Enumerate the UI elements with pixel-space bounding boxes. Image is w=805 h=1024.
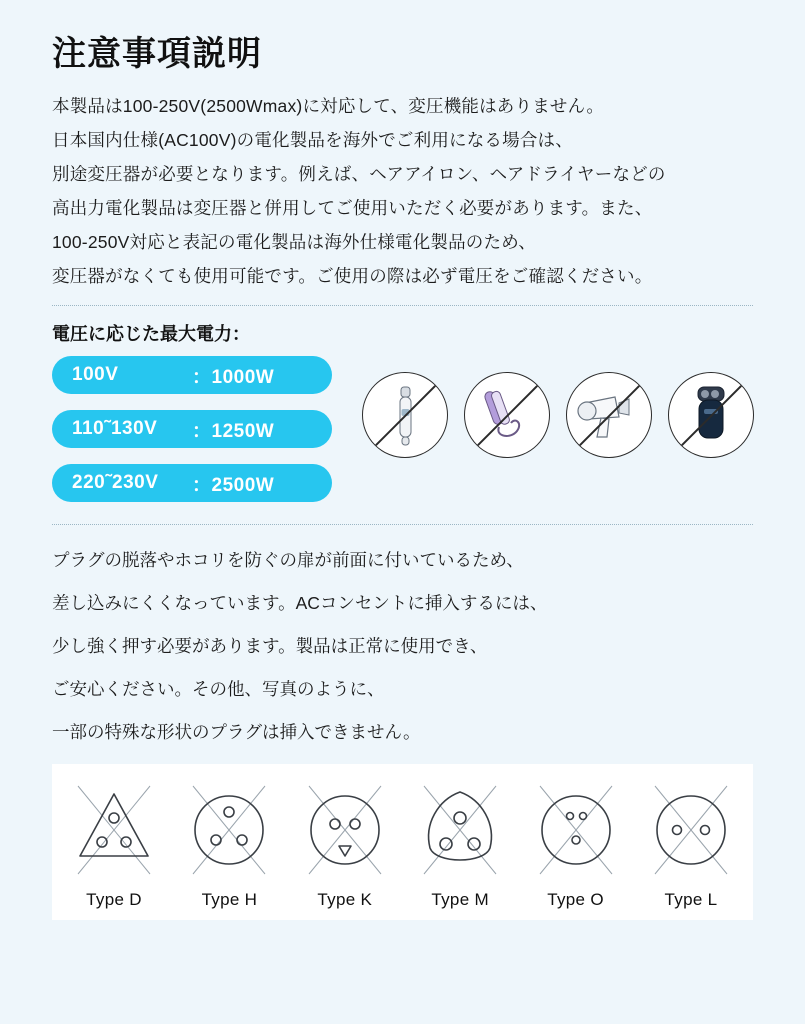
plug-type-d-icon [68,778,160,882]
power-value: ：1250W [192,420,275,442]
intro-line: 変圧器がなくても使用可能です。ご使用の際は必ず電圧をご確認ください。 [52,266,653,286]
plug-type-item [293,778,397,910]
intro-paragraph [52,89,753,293]
intro-line: 100-250V対応と表記の電化製品は海外仕様電化製品のため、 [52,232,536,252]
plug-type-item [177,778,281,910]
voltage-pill-list [52,356,332,518]
plug-type-h-icon [183,778,275,882]
plug-type-label: Type H [201,890,258,909]
electric-toothbrush-icon [362,372,448,458]
intro-line: 日本国内仕様(AC100V)の電化製品を海外でご利用になる場合は、 [52,130,573,150]
note-line: 差し込みにくくなっています。ACコンセントに挿入するには、 [52,593,548,613]
plug-type-panel [52,764,753,920]
note-paragraph [52,539,753,754]
plug-type-label: Type M [431,890,489,909]
voltage-section [52,356,753,518]
plug-type-l-icon [645,778,737,882]
plug-type-label: Type L [664,890,718,909]
note-line: プラグの脱落やホコリを防ぐの扉が前面に付いているため、 [52,550,524,570]
intro-line: 別途変圧器が必要となります。例えば、ヘアアイロン、ヘアドライヤーなどの [52,164,666,184]
plug-type-o-icon [530,778,622,882]
prohibited-device-list [332,356,754,458]
voltage-section-heading: 電圧に応じた最大電力： [52,324,250,344]
voltage-pill [52,410,332,448]
plug-type-item [524,778,628,910]
voltage-value: 220˜230V [72,472,159,493]
section-divider-bottom [52,524,753,525]
plug-type-item [639,778,743,910]
voltage-value: 110˜130V [72,418,158,439]
intro-line: 高出力電化製品は変圧器と併用してご使用いただく必要があります。また、 [52,198,653,218]
note-line: 少し強く押す必要があります。製品は正常に使用でき、 [52,636,488,656]
plug-type-m-icon [414,778,506,882]
plug-type-item [62,778,166,910]
plug-type-item [408,778,512,910]
plug-type-k-icon [299,778,391,882]
note-line: 一部の特殊な形状のプラグは挿入できません。 [52,722,421,742]
power-value: ：2500W [192,474,275,496]
page-title: 注意事項説明 [52,35,262,73]
hair-dryer-icon [566,372,652,458]
voltage-pill [52,356,332,394]
plug-type-label: Type O [547,890,604,909]
electric-shaver-icon [668,372,754,458]
intro-line: 本製品は100-250V(2500Wmax)に対応して、変圧機能はありません。 [52,96,605,116]
hair-straightener-icon [464,372,550,458]
plug-type-label: Type K [317,890,373,909]
note-line: ご安心ください。その他、写真のように、 [52,679,385,699]
voltage-value: 100V [72,364,119,385]
voltage-pill [52,464,332,502]
plug-type-label: Type D [86,890,142,909]
section-divider-top [52,305,753,306]
power-value: ：1000W [192,366,275,388]
